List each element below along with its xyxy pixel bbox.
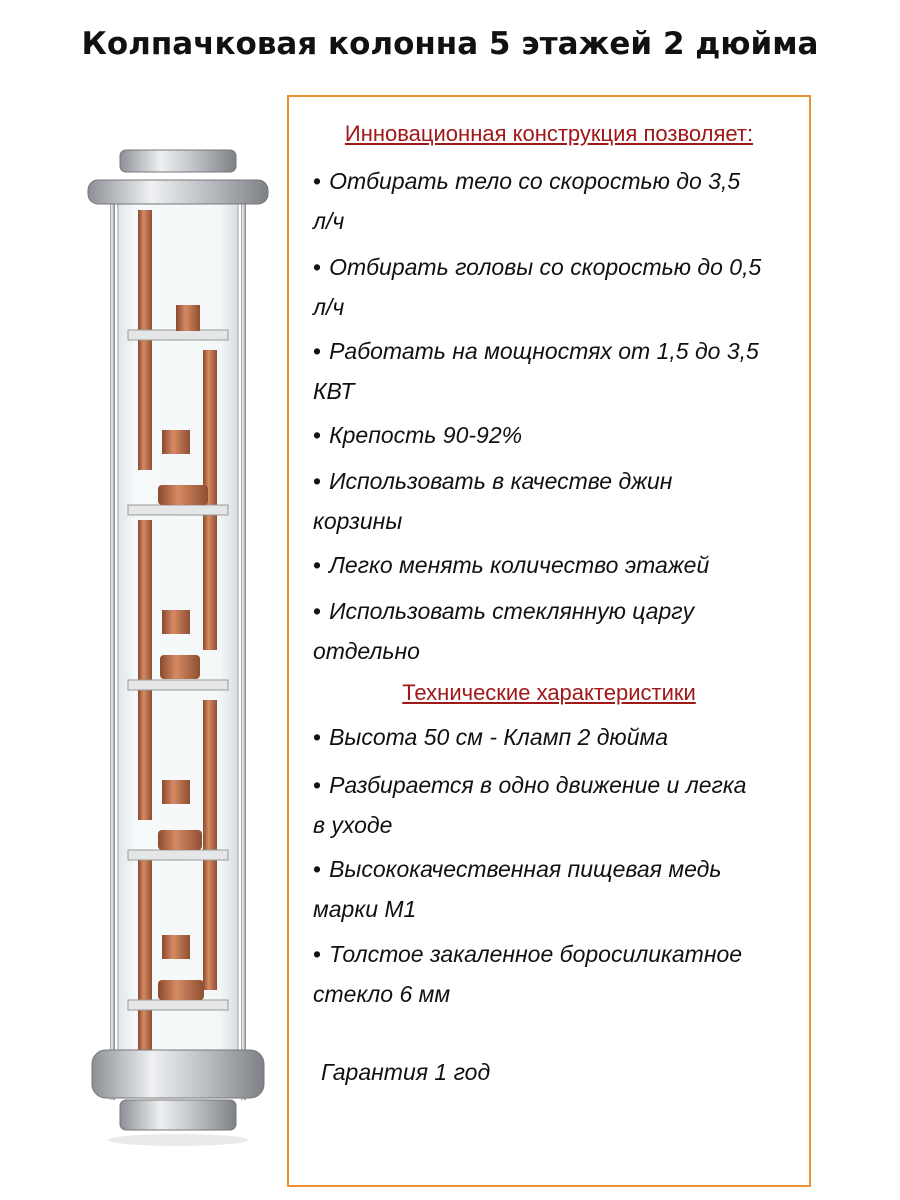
bullet-icon: • xyxy=(313,724,322,750)
bullet-icon: • xyxy=(313,338,322,364)
spec-item: • Толстое закаленное боросиликатное стекло 6 мм xyxy=(313,941,743,1007)
bullet-icon: • xyxy=(313,941,322,967)
bullet-icon: • xyxy=(313,254,322,280)
bullet-icon: • xyxy=(313,552,322,578)
warranty-text: Гарантия 1 год xyxy=(321,1059,491,1085)
feature-item: • Использовать стеклянную царгу отдельно xyxy=(313,598,695,664)
bullet-icon: • xyxy=(313,598,322,624)
specs-heading: Технические характеристики xyxy=(402,680,696,705)
bullet-icon: • xyxy=(313,168,322,194)
features-heading: Инновационная конструкция позволяет: xyxy=(344,121,754,146)
column-product-image xyxy=(78,140,278,1180)
info-panel xyxy=(287,95,811,1187)
feature-item: • Легко менять количество этажей xyxy=(313,552,710,578)
feature-item: • Крепость 90-92% xyxy=(313,422,523,448)
spec-item: • Высота 50 см - Кламп 2 дюйма xyxy=(313,724,669,750)
feature-item: • Использовать в качестве джин корзины xyxy=(313,468,673,534)
bullet-icon: • xyxy=(313,856,322,882)
spec-item: • Высококачественная пищевая медь марки М1 xyxy=(313,856,722,922)
spec-item: • Разбирается в одно движение и легка в уходе xyxy=(313,772,747,838)
bullet-icon: • xyxy=(313,468,322,494)
feature-item: • Отбирать тело со скоростью до 3,5 л/ч xyxy=(313,168,741,234)
bullet-icon: • xyxy=(313,422,322,448)
bullet-icon: • xyxy=(313,772,322,798)
feature-item: • Отбирать головы со скоростью до 0,5 л/ч xyxy=(313,254,762,320)
feature-item: • Работать на мощностях от 1,5 до 3,5 КВТ xyxy=(313,338,759,404)
page-title: Колпачковая колонна 5 этажей 2 дюйма xyxy=(81,26,819,62)
